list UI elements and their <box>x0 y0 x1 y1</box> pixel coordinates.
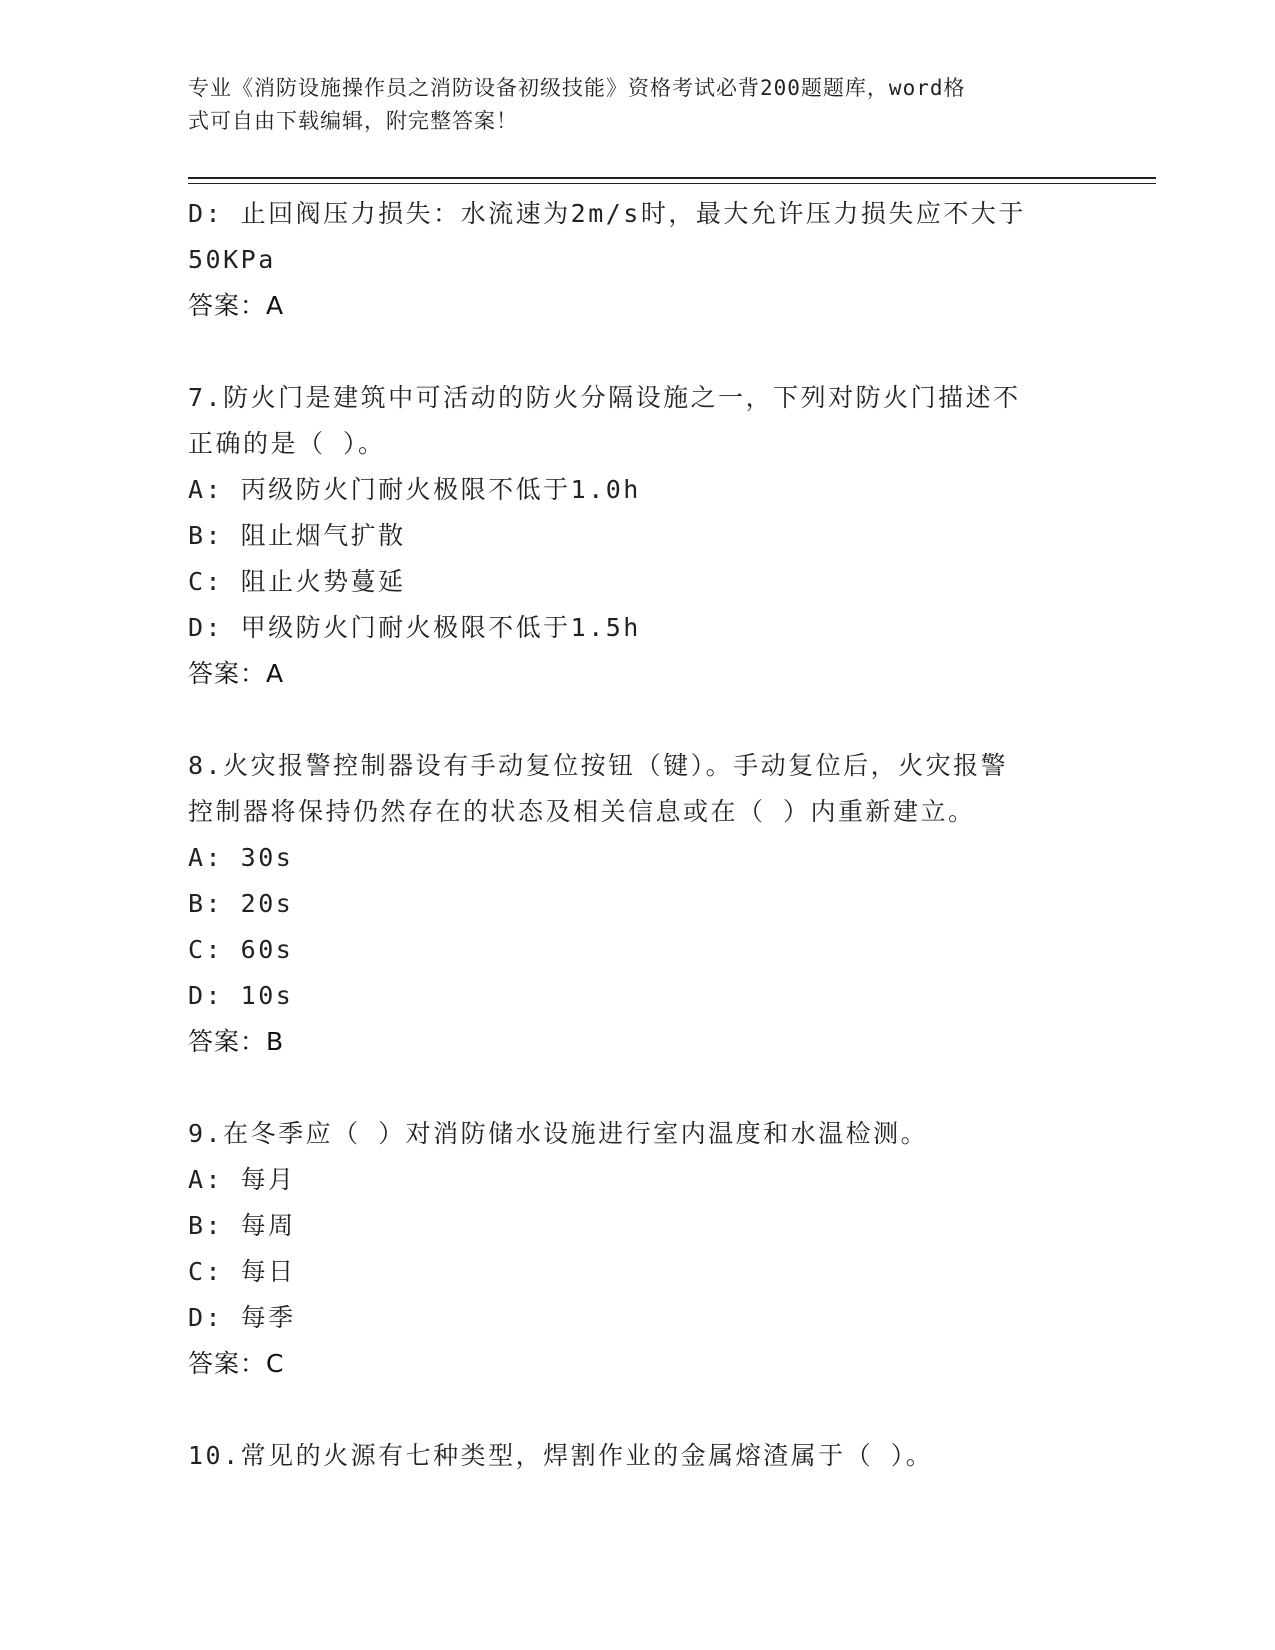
question-stem-line-1: 8.火灾报警控制器设有手动复位按钮（键）。手动复位后，火灾报警 <box>188 751 1009 780</box>
option-d: D: 甲级防火门耐火极限不低于1.5h <box>188 613 641 642</box>
option-a: A: 丙级防火门耐火极限不低于1.0h <box>188 475 641 504</box>
option-a: A: 每月 <box>188 1165 296 1194</box>
option-d-line-2: 50KPa <box>188 245 276 274</box>
option-b: B: 阻止烟气扩散 <box>188 521 406 550</box>
option-d-line-1: D: 止回阀压力损失：水流速为2m/s时，最大允许压力损失应不大于 <box>188 199 1026 228</box>
option-c: C: 阻止火势蔓延 <box>188 567 406 596</box>
spacer <box>188 1387 1088 1433</box>
question-block-9 <box>188 1111 1088 1387</box>
option-b: B: 20s <box>188 889 294 918</box>
option-a: A: 30s <box>188 843 294 872</box>
spacer <box>188 1065 1088 1111</box>
question-block-7 <box>188 375 1088 697</box>
answer-label: 答案：A <box>188 291 285 320</box>
question-block-10 <box>188 1433 1088 1479</box>
question-block-continued <box>188 191 1088 329</box>
answer-label: 答案：A <box>188 659 285 688</box>
answer-label: 答案：C <box>188 1349 285 1378</box>
question-stem-line-1: 7.防火门是建筑中可活动的防火分隔设施之一，下列对防火门描述不 <box>188 383 1021 412</box>
spacer <box>188 329 1088 375</box>
question-content <box>188 191 1088 1479</box>
header-title-line-2: 式可自由下载编辑，附完整答案！ <box>188 109 518 133</box>
question-stem-line-2: 控制器将保持仍然存在的状态及相关信息或在（ ）内重新建立。 <box>188 797 976 826</box>
option-c: C: 每日 <box>188 1257 296 1286</box>
header-rule-thin <box>188 183 1156 184</box>
spacer <box>188 697 1088 743</box>
option-c: C: 60s <box>188 935 294 964</box>
page-header <box>188 72 1078 138</box>
header-title-line-1: 专业《消防设施操作员之消防设备初级技能》资格考试必背200题题库，word格 <box>188 76 966 100</box>
option-d: D: 每季 <box>188 1303 296 1332</box>
option-b: B: 每周 <box>188 1211 296 1240</box>
option-d: D: 10s <box>188 981 294 1010</box>
question-stem-line-2: 正确的是（ ）。 <box>188 429 386 458</box>
question-block-8 <box>188 743 1088 1065</box>
question-stem-line-1: 9.在冬季应（ ）对消防储水设施进行室内温度和水温检测。 <box>188 1119 929 1148</box>
header-rule-thick <box>188 177 1156 179</box>
answer-label: 答案：B <box>188 1027 285 1056</box>
question-stem-line-1: 10.常见的火源有七种类型，焊割作业的金属熔渣属于（ ）。 <box>188 1441 934 1470</box>
